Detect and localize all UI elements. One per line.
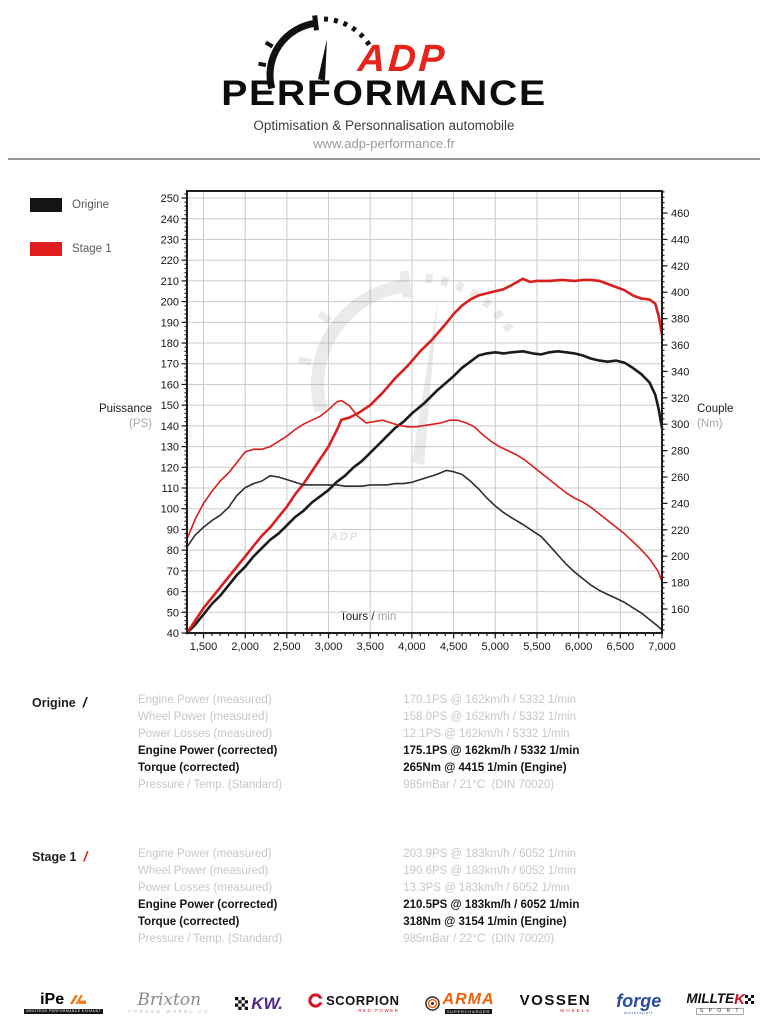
svg-text:240: 240	[671, 498, 690, 511]
forge-wordmark: forge	[616, 990, 662, 1011]
origine-accent-slash: /	[82, 694, 87, 710]
row-label: Wheel Power (measured)	[138, 711, 269, 723]
brand-adp: ADP	[356, 38, 449, 80]
svg-text:320: 320	[671, 392, 690, 405]
row-label: Torque (corrected)	[138, 762, 240, 774]
vossen-wordmark: VOSSEN	[519, 991, 592, 1009]
table-row	[138, 762, 758, 779]
logo-ipe	[24, 992, 103, 1015]
logo-brixton	[128, 989, 211, 1015]
forge-subtext: motorsport	[624, 1009, 654, 1015]
tagline: Optimisation & Personnalisation automobile	[253, 118, 515, 133]
svg-text:100: 100	[160, 503, 179, 516]
svg-text:60: 60	[166, 586, 179, 599]
svg-text:220: 220	[160, 255, 179, 268]
scorpion-wordmark: SCORPION	[326, 992, 400, 1008]
svg-text:280: 280	[671, 445, 690, 458]
svg-text:90: 90	[166, 524, 179, 537]
ipe-wordmark: iPe	[40, 990, 65, 1008]
logo-forge	[616, 992, 661, 1015]
svg-text:80: 80	[166, 545, 179, 558]
row-label: Pressure / Temp. (Standard)	[138, 933, 283, 945]
logo-vossen	[520, 993, 592, 1014]
logo-kw	[235, 995, 283, 1012]
svg-text:2,500: 2,500	[273, 641, 301, 653]
row-label: Wheel Power (measured)	[138, 865, 269, 877]
arma-emblem-icon	[425, 996, 440, 1011]
svg-text:380: 380	[671, 313, 690, 326]
milltek-wordmark: MILLTE	[686, 991, 735, 1007]
legend-label-stage1: Stage 1	[72, 243, 112, 255]
brand-performance: PERFORMANCE	[221, 74, 547, 113]
svg-text:2,000: 2,000	[231, 641, 259, 653]
right-axis-label: Couple	[697, 403, 734, 415]
legend-label-origine: Origine	[72, 199, 110, 211]
svg-text:240: 240	[160, 213, 179, 226]
table-row	[138, 933, 758, 950]
dyno-chart	[0, 180, 768, 660]
brixton-wordmark: Brixton	[137, 989, 202, 1010]
svg-text:360: 360	[671, 340, 690, 353]
svg-text:130: 130	[160, 441, 179, 454]
svg-text:250: 250	[160, 193, 179, 206]
svg-text:4,500: 4,500	[439, 641, 468, 653]
row-value: 265Nm @ 4415 1/min (Engine)	[403, 762, 567, 774]
logo-milltek	[686, 992, 754, 1015]
svg-text:3,000: 3,000	[314, 641, 343, 653]
svg-text:5,000: 5,000	[481, 641, 510, 653]
row-value: 985mBar / 21°C (DIN 70020)	[403, 779, 555, 791]
table-row	[138, 711, 758, 728]
svg-text:220: 220	[671, 524, 690, 537]
table-row	[138, 916, 758, 933]
row-label: Engine Power (corrected)	[138, 745, 278, 757]
row-label: Engine Power (measured)	[138, 694, 272, 706]
svg-text:150: 150	[160, 400, 179, 413]
table-row	[138, 779, 758, 796]
svg-text:340: 340	[671, 366, 690, 379]
svg-text:200: 200	[160, 296, 179, 309]
svg-text:70: 70	[166, 565, 179, 578]
svg-text:160: 160	[160, 379, 179, 392]
table-row	[138, 899, 758, 916]
website-url: www.adp-performance.fr	[313, 136, 455, 151]
stage1-results-table	[138, 848, 758, 950]
svg-text:50: 50	[166, 607, 179, 620]
row-value: 175.1PS @ 162km/h / 5332 1/min	[403, 745, 580, 757]
svg-text:6,500: 6,500	[606, 641, 635, 653]
arma-subtext: SUPERCHARGER	[446, 1008, 491, 1014]
svg-text:190: 190	[160, 317, 179, 330]
origine-title-text: Origine	[32, 696, 76, 710]
svg-text:180: 180	[160, 338, 179, 351]
row-label: Engine Power (corrected)	[138, 899, 278, 911]
brixton-subtext: FORGED WHEEL CO	[128, 1008, 211, 1014]
svg-text:170: 170	[160, 358, 179, 371]
svg-text:120: 120	[160, 462, 179, 475]
stage1-accent-slash: /	[83, 848, 88, 864]
svg-text:210: 210	[160, 275, 179, 288]
svg-text:230: 230	[160, 234, 179, 247]
right-axis-unit: (Nm)	[697, 418, 723, 430]
row-label: Power Losses (measured)	[138, 882, 273, 894]
svg-text:200: 200	[671, 551, 690, 564]
svg-text:260: 260	[671, 472, 690, 484]
table-row	[138, 745, 758, 762]
left-axis-label: Puissance	[98, 403, 152, 415]
svg-text:5,500: 5,500	[523, 641, 551, 653]
svg-text:3,500: 3,500	[356, 641, 384, 653]
arma-wordmark: ARMA	[442, 991, 495, 1008]
svg-text:420: 420	[671, 260, 690, 273]
x-axis-label-main: Tours /	[340, 611, 375, 623]
logo-scorpion	[308, 993, 399, 1014]
svg-text:ADP: ADP	[330, 531, 360, 543]
svg-text:180: 180	[671, 577, 690, 590]
origine-block-title	[32, 694, 87, 710]
svg-text:1,500: 1,500	[189, 641, 218, 653]
scorpion-emblem-icon	[308, 993, 323, 1008]
table-row	[138, 848, 758, 865]
ipe-subtext: INNOTECH PERFORMANCE EXHAUST	[26, 1008, 102, 1013]
svg-text:110: 110	[161, 483, 179, 496]
left-axis-unit: (PS)	[129, 418, 152, 430]
svg-text:460: 460	[671, 208, 690, 221]
row-label: Power Losses (measured)	[138, 728, 273, 740]
milltek-checkered-icon	[745, 995, 754, 1004]
kw-checkered-flag-icon	[235, 997, 248, 1010]
row-value: 13.3PS @ 183km/h / 6052 1/min	[403, 882, 570, 894]
svg-text:6,000: 6,000	[564, 641, 593, 653]
svg-text:7,000: 7,000	[648, 641, 676, 653]
table-row	[138, 728, 758, 745]
row-label: Engine Power (measured)	[138, 848, 272, 860]
vossen-subtext: WHEELS	[560, 1007, 592, 1013]
origine-results-table	[138, 694, 758, 796]
row-label: Torque (corrected)	[138, 916, 240, 928]
logo-arma	[425, 992, 495, 1014]
svg-text:440: 440	[671, 234, 690, 247]
svg-text:160: 160	[671, 603, 690, 616]
svg-text:300: 300	[671, 419, 690, 432]
milltek-subtext: S P O R T	[696, 1008, 745, 1015]
svg-text:40: 40	[166, 628, 179, 640]
svg-text:4,000: 4,000	[398, 641, 426, 653]
row-value: 158.0PS @ 162km/h / 5332 1/min	[403, 711, 576, 723]
table-row	[138, 882, 758, 899]
table-row	[138, 865, 758, 882]
partner-logos-strip	[24, 985, 754, 1021]
table-row	[138, 694, 758, 711]
kw-wordmark: KW.	[251, 993, 284, 1013]
row-value: 190.6PS @ 183km/h / 6052 1/min	[403, 865, 576, 877]
row-value: 210.5PS @ 183km/h / 6052 1/min	[403, 899, 580, 911]
row-value: 12.1PS @ 162km/h / 5332 1/min	[403, 728, 570, 740]
header-divider	[8, 158, 760, 160]
stage1-title-text: Stage 1	[32, 850, 77, 864]
x-axis-label-unit: min	[377, 611, 397, 623]
svg-text:400: 400	[671, 287, 690, 300]
row-value: 170.1PS @ 162km/h / 5332 1/min	[403, 694, 576, 706]
scorpion-subtext: RED POWER	[358, 1007, 400, 1013]
row-label: Pressure / Temp. (Standard)	[138, 779, 283, 791]
row-value: 985mBar / 22°C (DIN 70020)	[403, 933, 555, 945]
svg-text:140: 140	[160, 420, 179, 433]
row-value: 203.9PS @ 183km/h / 6052 1/min	[403, 848, 576, 860]
stage1-block-title	[32, 848, 87, 864]
row-value: 318Nm @ 3154 1/min (Engine)	[403, 916, 567, 928]
milltek-k-accent: K	[734, 990, 745, 1008]
ipe-exhaust-icon	[67, 993, 87, 1006]
